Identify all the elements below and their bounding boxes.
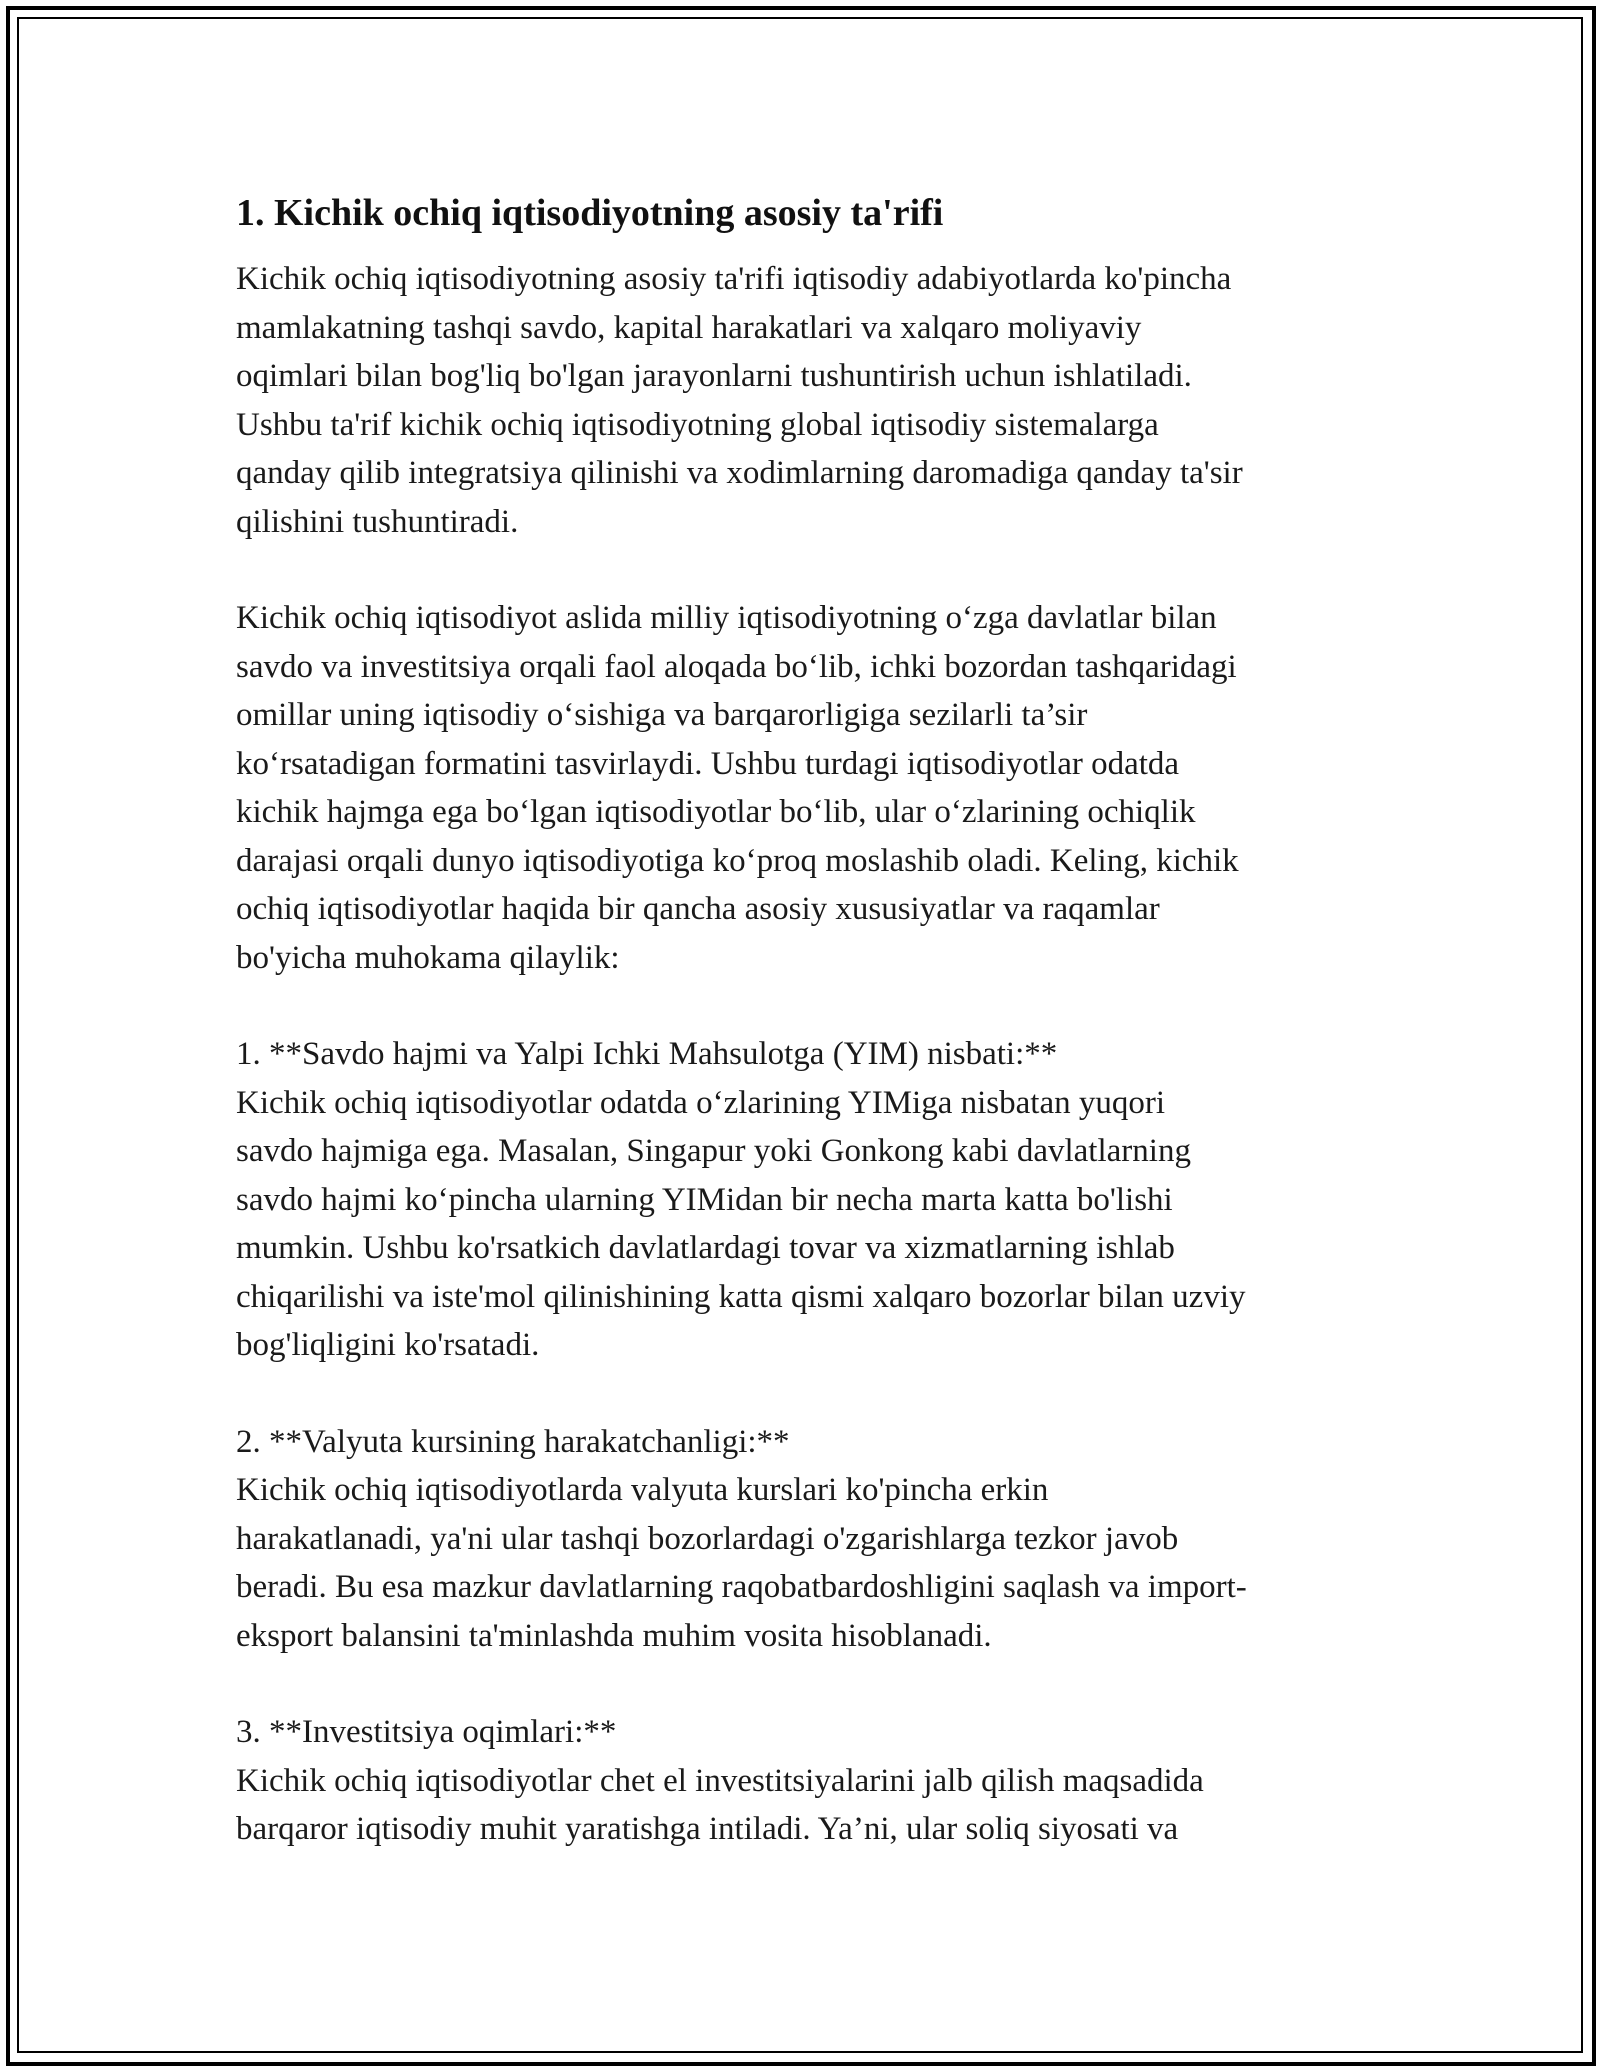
paragraph-definition: Kichik ochiq iqtisodiyotning asosiy ta'rifi iqtisodiy adabiyotlarda ko'pincha mamlakatning tashqi savdo, kapital harakatlari va xalqaro moliyaviy oqimlari bilan bog'liq bo'lgan jarayonlarni tushuntirish uchun ishlatiladi. Ushbu ta'rif kichik ochiq iqtisodiyotning global iqtisodiy sistemalarga qanday qilib integratsiya qilinishi va xodimlarning daromadiga qanday ta'sir qilishini tushuntiradi. — [236, 261, 1243, 540]
paragraph-spacer — [236, 1370, 1376, 1418]
document-title: 1. Kichik ochiq iqtisodiyotning asosiy ta'rifi — [236, 192, 944, 234]
paragraph-spacer — [236, 546, 1376, 594]
paragraph-spacer — [236, 1660, 1376, 1708]
list-item-exchange-rate: 2. **Valyuta kursining harakatchanligi:** Kichik ochiq iqtisodiyotlarda valyuta kurslari ko'pincha erkin harakatlanadi, ya'ni ular tashqi bozorlardagi o'zgarishlarga tezkor javob beradi. Bu esa mazkur davlatlarning raqobatbardoshligini saqlash va import- eksport balansini ta'minlashda muhim vosita hisoblanadi. — [236, 1423, 1247, 1654]
paragraph-overview: Kichik ochiq iqtisodiyot aslida milliy iqtisodiyotning o‘zga davlatlar bilan savdo va investitsiya orqali faol aloqada bo‘lib, ichki bozordan tashqaridagi omillar uning iqtisodiy o‘sishiga va barqarorligiga sezilarli ta’sir ko‘rsatadigan formatini tasvirlaydi. Ushbu turdagi iqtisodiyotlar odatda kichik hajmga ega bo‘lgan iqtisodiyotlar bo‘lib, ular o‘zlarining ochiqlik darajasi orqali dunyo iqtisodiyotiga ko‘proq moslashib oladi. Keling, kichik ochiq iqtisodiyotlar haqida bir qancha asosiy xususiyatlar va raqamlar bo'yicha muhokama qilaylik: — [236, 600, 1239, 976]
list-item-investment-flows: 3. **Investitsiya oqimlari:** Kichik ochiq iqtisodiyotlar chet el investitsiyalarini jalb qilish maqsadida barqaror iqtisodiy muhit yaratishga intiladi. Ya’ni, ular soliq siyosati va — [236, 1714, 1204, 1847]
paragraph-spacer — [236, 982, 1376, 1030]
document-body — [236, 185, 1376, 1854]
list-item-trade-volume: 1. **Savdo hajmi va Yalpi Ichki Mahsulotga (YIM) nisbati:** Kichik ochiq iqtisodiyotlar odatda o‘zlarining YIMiga nisbatan yuqori savdo hajmiga ega. Masalan, Singapur yoki Gonkong kabi davlatlarning savdo hajmi ko‘pincha ularning YIMidan bir necha marta katta bo'lishi mumkin. Ushbu ko'rsatkich davlatlardagi tovar va xizmatlarning ishlab chiqarilishi va iste'mol qilinishining katta qismi xalqaro bozorlar bilan uzviy bog'liqligini ko'rsatadi. — [236, 1036, 1246, 1363]
